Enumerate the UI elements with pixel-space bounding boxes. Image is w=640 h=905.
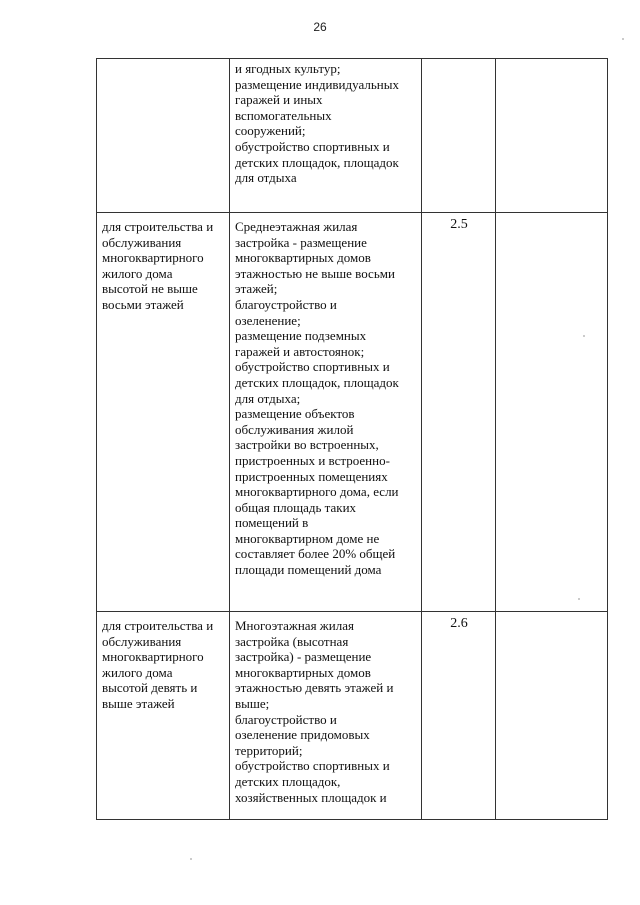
description-line: вспомогательных — [235, 107, 332, 123]
description-line: хозяйственных площадок и — [235, 789, 387, 805]
description-line: многоквартирном доме не — [235, 530, 380, 546]
description-line: обустройство спортивных и — [235, 359, 390, 375]
use-name-line: жилого дома — [102, 265, 173, 281]
description-line: Многоэтажная жилая — [235, 618, 354, 633]
use-name-line: для строительства и — [102, 219, 214, 234]
table-row — [97, 612, 608, 820]
description-line: размещение объектов — [235, 406, 355, 422]
description-text — [230, 213, 421, 582]
description-line: обслуживания жилой — [235, 421, 354, 437]
description-line: благоустройство и — [235, 711, 337, 727]
description-line: застройка) - размещение — [235, 649, 372, 665]
use-name-cell — [97, 59, 230, 213]
scan-speck — [578, 598, 580, 600]
description-line: пристроенных и встроенно- — [235, 452, 390, 468]
description-line: для отдыха — [235, 170, 297, 186]
description-line: для отдыха; — [235, 390, 301, 406]
use-name-line: выше этажей — [102, 695, 175, 711]
use-name-line: жилого дома — [102, 664, 173, 680]
description-line: площади помещений дома — [235, 562, 382, 578]
code-text: 2.6 — [450, 616, 468, 631]
description-text — [230, 612, 421, 809]
scan-speck — [190, 858, 192, 860]
description-line: застройки во встроенных, — [235, 437, 379, 453]
description-line: размещение подземных — [235, 328, 367, 344]
use-name-text — [97, 213, 229, 317]
use-name-cell — [97, 213, 230, 612]
description-line: и ягодных культур; — [235, 61, 341, 76]
description-line: гаражей и иных — [235, 92, 323, 108]
use-name-line: восьми этажей — [102, 296, 184, 312]
description-line: обустройство спортивных и — [235, 758, 390, 774]
use-name-line: многоквартирного — [102, 649, 204, 665]
code-text — [422, 59, 495, 67]
description-line: детских площадок, площадок — [235, 374, 399, 390]
description-line: территорий; — [235, 742, 303, 758]
description-line: детских площадок, — [235, 773, 341, 789]
page-number: 26 — [313, 20, 327, 34]
code-cell — [422, 612, 496, 820]
note-text — [496, 213, 607, 219]
description-line: этажностью девять этажей и — [235, 680, 394, 696]
description-line: детских площадок, площадок — [235, 154, 399, 170]
use-name-cell — [97, 612, 230, 820]
description-line: многоквартирного дома, если — [235, 484, 399, 500]
use-name-text — [97, 59, 229, 69]
description-line: озеленение; — [235, 312, 301, 328]
code-text: 2.5 — [450, 217, 468, 232]
code-cell — [422, 213, 496, 612]
description-line: гаражей и автостоянок; — [235, 343, 365, 359]
description-cell — [230, 213, 422, 612]
note-text — [496, 59, 607, 65]
use-name-line: высотой девять и — [102, 680, 198, 696]
description-line: этажей; — [235, 281, 278, 297]
description-line: этажностью не выше восьми — [235, 265, 395, 281]
description-line: пристроенных помещениях — [235, 468, 388, 484]
scan-speck — [622, 38, 624, 40]
use-name-line: для строительства и — [102, 618, 214, 633]
description-line: застройка - размещение — [235, 234, 367, 250]
note-cell — [496, 59, 608, 213]
description-cell — [230, 59, 422, 213]
description-line: составляет более 20% общей — [235, 546, 396, 562]
description-line: помещений в — [235, 515, 309, 531]
land-use-table — [96, 58, 608, 820]
use-name-line: обслуживания — [102, 234, 182, 250]
description-line: выше; — [235, 695, 270, 711]
description-line: Среднеэтажная жилая — [235, 219, 358, 234]
note-cell — [496, 612, 608, 820]
table-row — [97, 213, 608, 612]
use-name-line: высотой не выше — [102, 281, 198, 297]
description-cell — [230, 612, 422, 820]
table-row — [97, 59, 608, 213]
description-line: обустройство спортивных и — [235, 138, 390, 154]
scan-speck — [583, 335, 585, 337]
description-line: сооружений; — [235, 123, 306, 139]
description-line: озеленение придомовых — [235, 727, 370, 743]
code-cell — [422, 59, 496, 213]
description-line: многоквартирных домов — [235, 664, 371, 680]
use-name-text — [97, 612, 229, 716]
description-line: размещение индивидуальных — [235, 76, 399, 92]
note-text — [496, 612, 607, 618]
note-cell — [496, 213, 608, 612]
use-name-line: многоквартирного — [102, 250, 204, 266]
description-line: общая площадь таких — [235, 499, 357, 515]
description-text — [230, 59, 421, 190]
description-line: благоустройство и — [235, 296, 337, 312]
use-name-line: обслуживания — [102, 633, 182, 649]
description-line: застройка (высотная — [235, 633, 349, 649]
description-line: многоквартирных домов — [235, 250, 371, 266]
